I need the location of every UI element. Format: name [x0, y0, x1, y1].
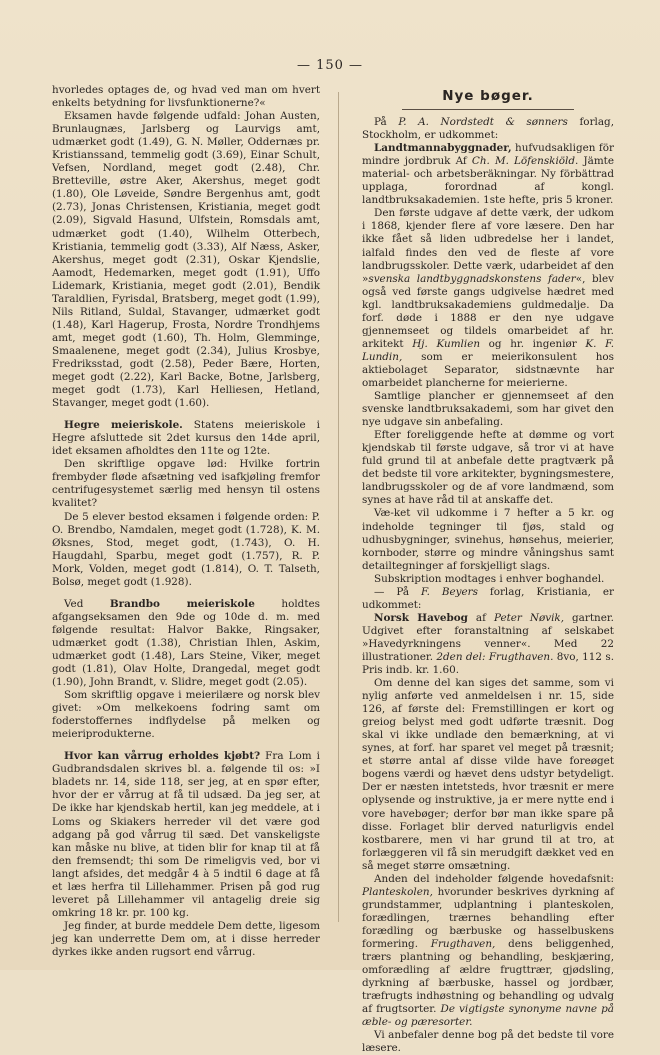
contents-planteskolen: Planteskolen,: [362, 885, 433, 898]
nordstedt-publisher: P. A. Nordstedt & sønners: [398, 116, 568, 129]
paragraph-hegre-results: De 5 elever bestod eksamen i følgende orden: P. O. Brendbo, Namdalen, meget godt (1.728), K. M. Øksnes, Stod, meget godt, (1.743), O. H. Haugdahl, Sparbu, meget godt (1.757), R. P. Mork, Volden, meget godt (1.814), O. T. Talseth, Bolsø, meget godt (1.928).: [52, 510, 320, 588]
havebog-author: Peter Nøvik,: [493, 611, 565, 624]
paragraph-vaarrug: [52, 750, 320, 920]
edition-mid: og hr. ingeniør: [480, 337, 586, 350]
book-title-landtmanna: Landtmannabyggnader,: [374, 142, 512, 155]
paragraph-first-edition: [362, 207, 614, 390]
nordstedt-post: forlag, Stockholm, er udkommet:: [362, 116, 615, 142]
landtmanna-author: Ch. M. Löfenskiöld.: [471, 155, 579, 168]
right-column: [362, 88, 615, 1055]
page-number: — 150 —: [296, 58, 364, 73]
contents-synonyms: De vigtigste synonyme navne på æble- og pæresorter.: [362, 1003, 614, 1029]
brandbo-heading: Brandbo meieriskole: [109, 597, 255, 610]
paragraph-brandbo: [52, 598, 320, 689]
vaarrug-text: Fra Lom i Gudbrandsdalen skrives bl. a. følgende til os: »I bladets nr. 14, side 118, ser jeg, at en spør efter, hvor der er vårrug at få til udsæd. Da jeg ser, at De ikke har kjendskab hertil, kan jeg meddele, at i Loms og Skiakers herreder vil det være god adgang på god vårrug til sæd. Det vanskeligste kan måske nu blive, at tiden blir for knap til at få den fremsendt; thi som De rimeligvis ved, bor vi langt afsides, det medgår 4 à 5 indtil 6 dage at få et læs herfra til Lillehammer. Prisen på god rug leveret på Lillehammer vil antagelig dreie sig omkring 18 kr. pr. 100 kg.: [52, 750, 320, 919]
paragraph-review: Om denne del kan siges det samme, som vi nylig anførte ved anmeldelsen i nr. 15, side 126, af første del: Fremstillingen er kort og greiog belyst med godt udførte træsnit. Dog skal vi ikke undlade den bemærkning, at vi synes, at forf. har sparet vel meget på træsnit; et større antal af disse vilde have foreøget bogens værdi og hævet dens udstyr betydeligt. Der er næsten intetsteds, hvor træsnit er mere oplysende og instruktive, ja er mere nytte end i vore havebøger; derfor bør man ikke spare på disse. Forlaget blir derved naturligvis endel kostbarere, men vi har grund til at tro, at forlæggeren vil få sin merudgift dækket ved en så meget større omsætning.: [362, 677, 614, 872]
paragraph-hegre-task: Den skriftlige opgave lød: Hvilke fortrin frembyder fløde afsætning ved isafkjøling fremfor centrifugesystemet særlig med hensyn til ostens kvalitet?: [52, 458, 320, 510]
hegre-heading: Hegre meieriskole.: [64, 419, 183, 432]
contents-pre: Anden del indeholder følgende hovedafsnit:: [374, 872, 614, 885]
paragraph-contents: [362, 873, 614, 1030]
nordstedt-pre: På: [374, 116, 399, 129]
paragraph-exam-results: Eksamen havde følgende udfald: Johan Austen, Brunlaugnæs, Jarlsberg og Laurvigs amt, udmærket godt (1.49), G. N. Møller, Oddernæs pr. Kristianssand, temmelig godt (3.69), Einar Schult, Vefsen, Nordland, meget godt (2.48), Chr. Bretteville, østre Aker, Akershus, meget godt (1.80), Ole Løveide, Søndre Bergenhus amt, godt (2.73), Jonas Christensen, Kristiania, meget godt (2.09), Sigvald Hasund, Ulfstein, Romsdals amt, udmærket godt (1.40), Wilhelm Otterbech, Kristiania, temmelig godt (3.33), Alf Næss, Asker, Akershus, meget godt (2.31), Oskar Kjendslie, Aamodt, Hedemarken, meget godt (1.91), Uffo Lidemark, Kristiania, meget godt (2.01), Bendik Taraldlien, Fyrisdal, Bratsberg, meget godt (1.99), Nils Ritland, Suldal, Stavanger, udmærket godt (1.48), Karl Hagerup, Frosta, Nordre Trondhjems amt, meget godt (1.60), Th. Holm, Glemminge, Smaalenene, meget godt (2.34), Julius Krosbye, Fredriksstad, godt (2.58), Peder Bære, Horten, meget godt (2.22), Karl Backe, Botne, Jarlsberg, meget godt (1.73), Karl Helliesen, Hetland, Stavanger, meget godt (1.60).: [52, 110, 320, 410]
paragraph-plancher: Samtlige plancher er gjennemseet af den svenske landtbruksakademi, som har givet den nye udgave sin anbefaling.: [362, 390, 614, 429]
contents-frugthaven: Frugthaven,: [430, 938, 496, 950]
paragraph-beyer: [362, 586, 614, 612]
beyer-pre: — På: [374, 585, 421, 598]
edition-kumlien: Hj. Kumlien: [412, 337, 481, 350]
havebog-pre: af: [467, 611, 494, 624]
left-column: [52, 84, 320, 959]
landtmanna-post: Jämte material- och arbetsberäkningar. Ny förbättrad upplaga, forordnad af kongl. landtbruksakademien. 1ste hefte, pris 5 kroner.: [362, 155, 615, 207]
paragraph-landtmanna: [362, 142, 614, 207]
brandbo-pre: Ved: [64, 597, 110, 610]
book-title-havebog: Norsk Havebog: [374, 611, 468, 624]
brandbo-text: holdtes afgangseksamen den 9de og 10de d. m. med følgende resultat: Halvor Bakke, Ringsaker, udmærket godt (1.38), Christian Ihlen, Askim, udmærket godt (1.48), Lars Steine, Viker, meget godt (1.81), Olav Holte, Drangedal, meget godt (1.90), John Brandt, v. Slidre, meget godt (2.05).: [52, 597, 320, 689]
heading-rule: [402, 109, 574, 110]
paragraph-subscription: Subskription modtages i enhver boghandel.: [374, 572, 605, 585]
section-heading: Nye bøger.: [442, 88, 534, 104]
vaarrug-heading: Hvor kan vårrug erholdes kjøbt?: [64, 750, 261, 763]
landtmanna-text: hufvudsakligen för mindre jordbruk Af: [362, 142, 614, 168]
paragraph-vaarrug-end: Jeg finder, at burde meddele Dem dette, ligesom jeg kan underrette Dem om, at i disse herreder dyrkes ikke anden rugsort end vårrug.: [52, 919, 320, 958]
contents-end: dens beliggenhed, trærs plantning og behandling, beskjæring, omforædling af ældre frugttrær, gjødsling, dyrkning af bærbuske, hassel og jordbær, træfrugts indhøstning og behandling og udvalg af frugtsorter.: [362, 938, 614, 1016]
paragraph-recommend: Efter foreliggende hefte at dømme og vort kjendskab til første udgave, så tror vi at have fuld grund til at anbefale dette pragtværk på det bedste til vore arkitekter, bygningsmestere, landbrugsskoler og de af vore landmænd, som synes at have råd til at anskaffe det.: [362, 429, 614, 507]
beyer-publisher: F. Beyers: [420, 585, 478, 598]
edition-end: som er meierikonsulent hos aktiebolaget Separator, sidstnævnte har omarbeidet plancherne for meierierne.: [362, 350, 614, 389]
edition-pre: Den første udgave af dette værk, der udkom i 1868, kjender flere af vore læsere. Den har ikke fået så liden udbredelse her i landet, ialfald findes den ved de fleste af vore landbrugsskoler. Dette værk, udarbeidet af den »: [362, 207, 614, 285]
edition-post: «, blev også ved første gangs udgivelse hædret med kgl. landtbruksakademiens guldmedalje. Da forf. døde i 1888 er den nye udgave gjennemseet og tildels omarbeidet af hr. arkitekt: [362, 272, 614, 350]
paragraph-havebog: [362, 612, 614, 677]
edition-quote: svenska landtbyggnadskonstens fader: [368, 272, 576, 285]
paragraph-continuation: hvorledes optages de, og hvad ved man om hvert enkelts betydning for livsfunktionerne?«: [52, 84, 320, 110]
edition-lundin: K. F. Lundin,: [362, 337, 614, 363]
contents-mid: hvorunder beskrives dyrkning af grundstammer, udplantning i planteskolen, forædlingen, trærnes behandling efter forædling og bærbuske og hasselbuskens formering.: [362, 885, 614, 950]
beyer-post: forlag, Kristiania, er udkommet:: [362, 585, 614, 611]
paragraph-brandbo-task: Som skriftlig opgave i meierilære og norsk blev givet: »Om melkekoens fodring samt om foderstoffernes indflydelse på melken og meieriprodukterne.: [52, 689, 320, 741]
hegre-text: Statens meieriskole i Hegre afsluttede sit 2det kursus den 14de april, idet eksamen afholdtes den 11te og 12te.: [52, 419, 320, 458]
paragraph-closing: Vi anbefaler denne bog på det bedste til vore læsere.: [362, 1029, 614, 1055]
paragraph-hefter: Væ-ket vil udkomme i 7 hefter a 5 kr. og indeholde tegninger til fjøs, stald og udhusbygninger, svinehus, hønsehus, meierier, kornboder, større og mindre våningshus samt detailtegninger af forskjelligt slags.: [362, 507, 614, 572]
havebog-end: 8vo, 112 s. Pris indb. kr. 1.60.: [362, 650, 614, 677]
column-divider: [338, 92, 339, 922]
havebog-post: gartner. Udgivet efter foranstaltning af selskabet »Havedyrkningens venner«. Med 22 illustrationer.: [362, 611, 614, 663]
havebog-part: 2den del: Frugthaven.: [436, 650, 554, 663]
paragraph-hegre: [52, 419, 320, 458]
paragraph-nordstedt: [362, 116, 614, 142]
